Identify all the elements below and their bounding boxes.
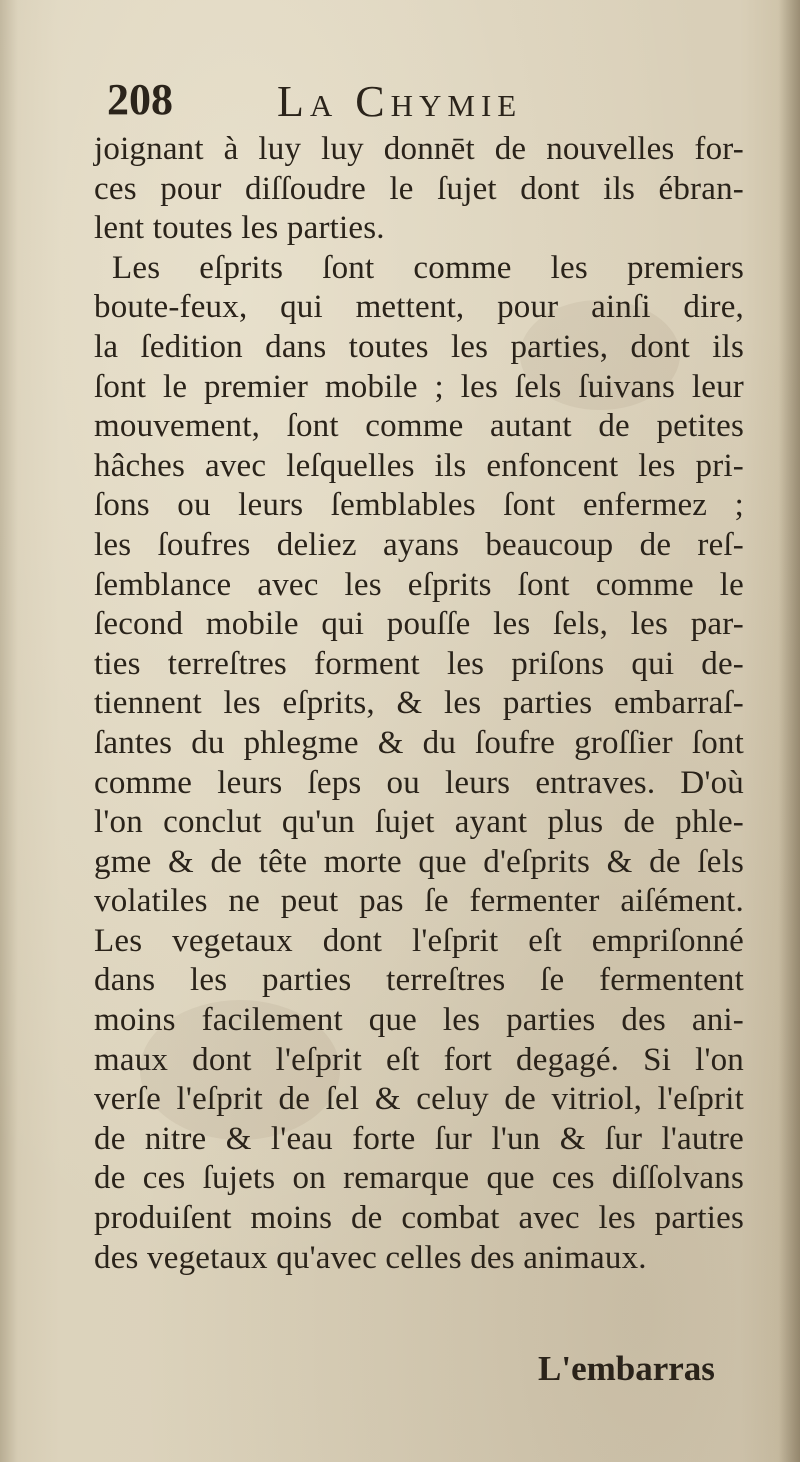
text-line: la ſedition dans toutes les parties, dont ils: [94, 328, 744, 365]
text-line: ſons ou leurs ſemblables ſont enfermez ;: [94, 487, 744, 524]
text-line: hâches avec leſquelles ils enfoncent les pri-: [94, 447, 744, 484]
text-line: tiennent les eſprits, & les parties embarraſ-: [94, 685, 744, 722]
text-line: comme leurs ſeps ou leurs entraves. D'où: [94, 764, 744, 801]
text-line: maux dont l'eſprit eſt fort degagé. Si l'on: [94, 1041, 744, 1078]
text-line: volatiles ne peut pas ſe fermenter aiſément.: [94, 883, 744, 920]
text-line: produiſent moins de combat avec les parties: [94, 1200, 744, 1237]
text-line: les ſoufres deliez ayans beaucoup de reſ-: [94, 526, 744, 563]
text-line: gme & de tête morte que d'eſprits & de ſels: [94, 843, 744, 880]
running-head: La Chymie: [277, 77, 523, 126]
text-line: ſemblance avec les eſprits ſont comme le: [94, 566, 744, 603]
text-line: lent toutes les parties.: [94, 210, 385, 247]
text-line: ſont le premier mobile ; les ſels ſuivans leur: [94, 368, 744, 405]
text-line: ties terreſtres forment les priſons qui de-: [94, 645, 744, 682]
catchword: L'embarras: [538, 1349, 715, 1388]
text-line: Les vegetaux dont l'eſprit eſt empriſonné: [94, 922, 744, 959]
page-number: 208: [107, 75, 173, 124]
text-line: Les eſprits ſont comme les premiers: [112, 249, 744, 286]
text-line: ces pour diſſoudre le ſujet dont ils ébran-: [94, 170, 744, 207]
text-line: verſe l'eſprit de ſel & celuy de vitriol, l'eſprit: [94, 1081, 744, 1118]
text-line: l'on conclut qu'un ſujet ayant plus de phle-: [94, 804, 744, 841]
text-line: de nitre & l'eau forte ſur l'un & ſur l'autre: [94, 1120, 744, 1157]
page-header: [107, 72, 707, 128]
text-line: ſecond mobile qui pouſſe les ſels, les par-: [94, 606, 744, 643]
text-line: boute-feux, qui mettent, pour ainſi dire,: [94, 289, 744, 326]
text-line: dans les parties terreſtres ſe fermentent: [94, 962, 744, 999]
text-line: mouvement, ſont comme autant de petites: [94, 408, 744, 445]
text-line: ſantes du phlegme & du ſoufre groſſier ſont: [94, 724, 744, 761]
text-line: joignant à luy luy donnēt de nouvelles for-: [94, 131, 744, 167]
text-line: moins facilement que les parties des ani-: [94, 1002, 744, 1039]
text-line: des vegetaux qu'avec celles des animaux.: [94, 1239, 647, 1276]
page-edge-shadow: [778, 0, 800, 1462]
body-text: [94, 130, 744, 1278]
text-line: de ces ſujets on remarque que ces diſſolvans: [94, 1160, 744, 1197]
